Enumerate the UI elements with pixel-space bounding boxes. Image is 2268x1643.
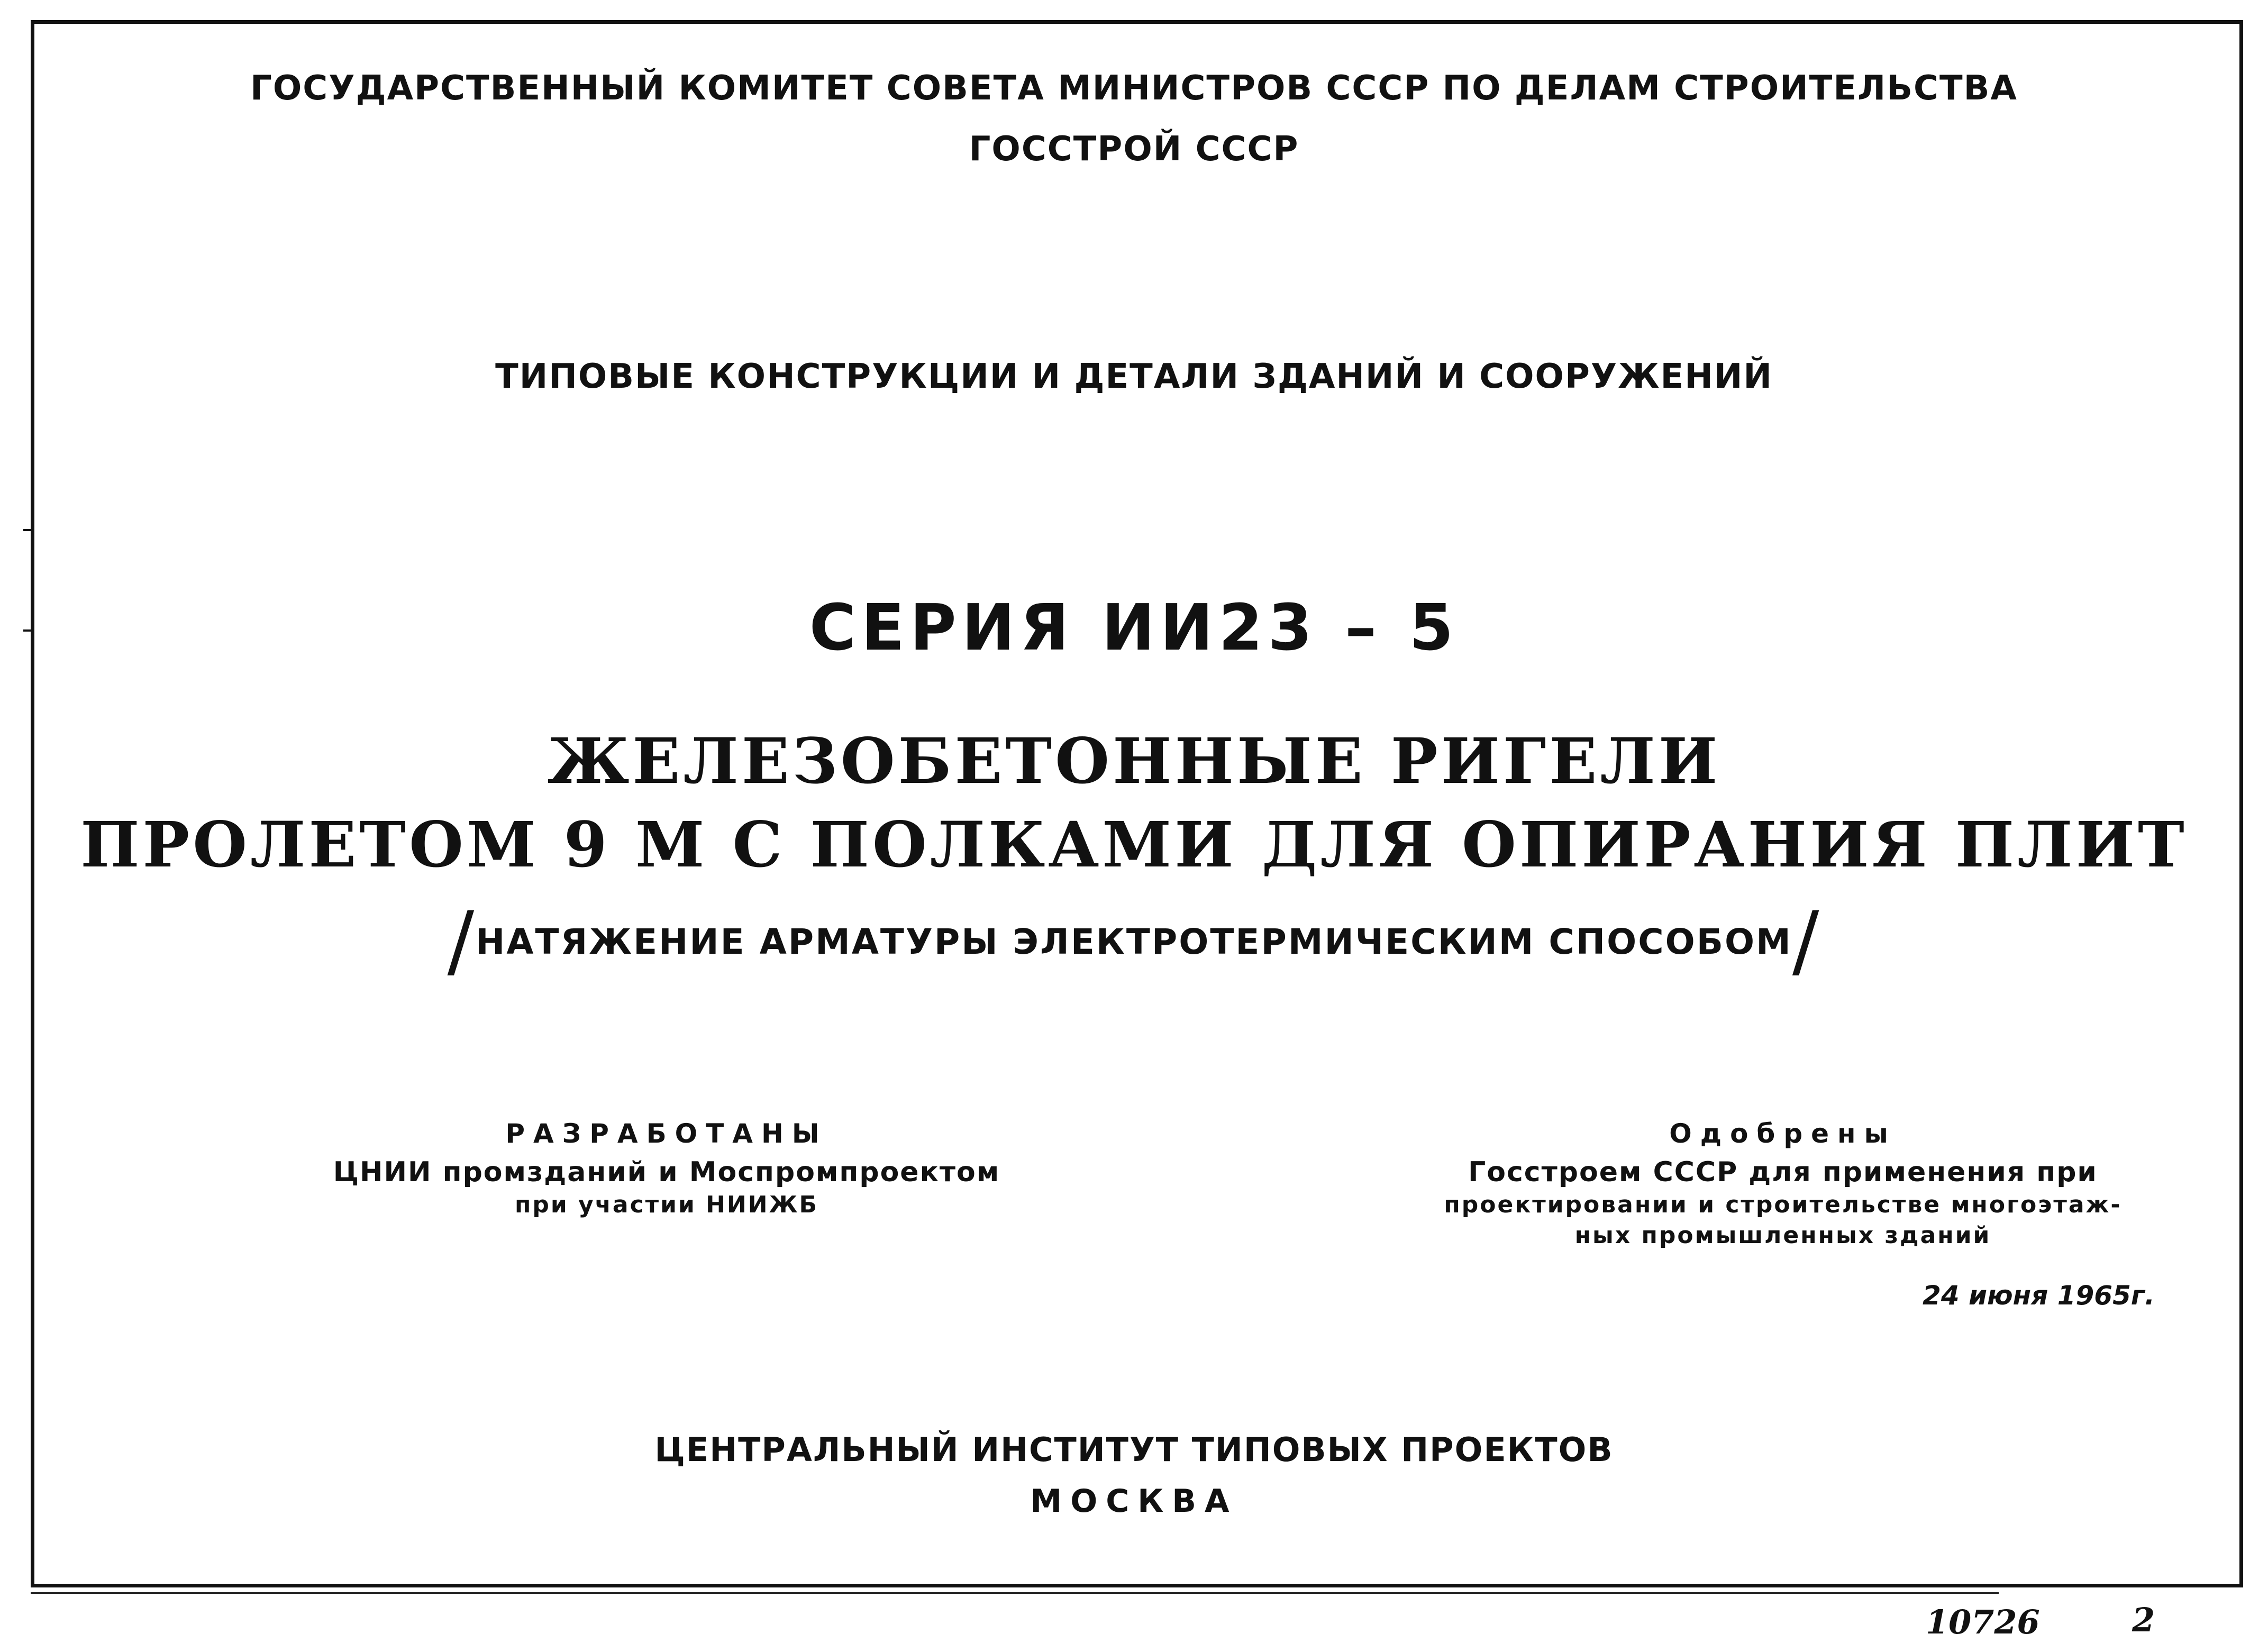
slash-open: / [447, 895, 476, 987]
approved-line-2: проектировании и строительстве многоэтаж- [1444, 1191, 2122, 1218]
approved-block [1386, 1120, 2180, 1247]
subtitle-text: НАТЯЖЕНИЕ АРМАТУРЫ ЭЛЕКТРОТЕРМИЧЕСКИМ СПОСОБОМ [476, 921, 1792, 963]
developed-line-2: при участии НИИЖБ [514, 1191, 819, 1218]
slash-close: / [1792, 895, 1821, 987]
document-number: 10726 [1926, 1603, 2040, 1641]
approved-line-3: ных промышленных зданий [1574, 1222, 1991, 1249]
developed-line-1: ЦНИИ промзданий и Моспромпроектом [333, 1156, 1000, 1188]
margin-tick [23, 529, 31, 531]
approval-date: 24 июня 1965г. [1923, 1280, 2155, 1311]
page-number: 2 [2132, 1601, 2155, 1639]
page-border-frame [31, 20, 2243, 1587]
publisher-institute: ЦЕНТРАЛЬНЫЙ ИНСТИТУТ ТИПОВЫХ ПРОЕКТОВ [654, 1430, 1614, 1469]
developed-heading: РАЗРАБОТАНЫ [505, 1118, 828, 1149]
series-title: СЕРИЯ ИИ23 – 5 [809, 591, 1459, 665]
header-agency: ГОССТРОЙ СССР [969, 130, 1299, 169]
bottom-rule [31, 1592, 1999, 1594]
header-committee: ГОСУДАРСТВЕННЫЙ КОМИТЕТ СОВЕТА МИНИСТРОВ СССР ПО ДЕЛАМ СТРОИТЕЛЬСТВА [250, 69, 2018, 108]
category-heading: ТИПОВЫЕ КОНСТРУКЦИИ И ДЕТАЛИ ЗДАНИЙ И СООРУЖЕНИЙ [495, 357, 1773, 396]
approved-heading: Одобрены [1669, 1118, 1897, 1149]
approved-line-1: Госстроем СССР для применения при [1468, 1156, 2098, 1188]
publisher-city: МОСКВА [1030, 1483, 1238, 1520]
developed-block [296, 1120, 1037, 1217]
document-title-line-1: ЖЕЛЕЗОБЕТОННЫЕ РИГЕЛИ [547, 724, 1721, 798]
document-title-line-2: ПРОЛЕТОМ 9 М С ПОЛКАМИ ДЛЯ ОПИРАНИЯ ПЛИТ [80, 808, 2188, 881]
document-subtitle [0, 895, 2268, 987]
